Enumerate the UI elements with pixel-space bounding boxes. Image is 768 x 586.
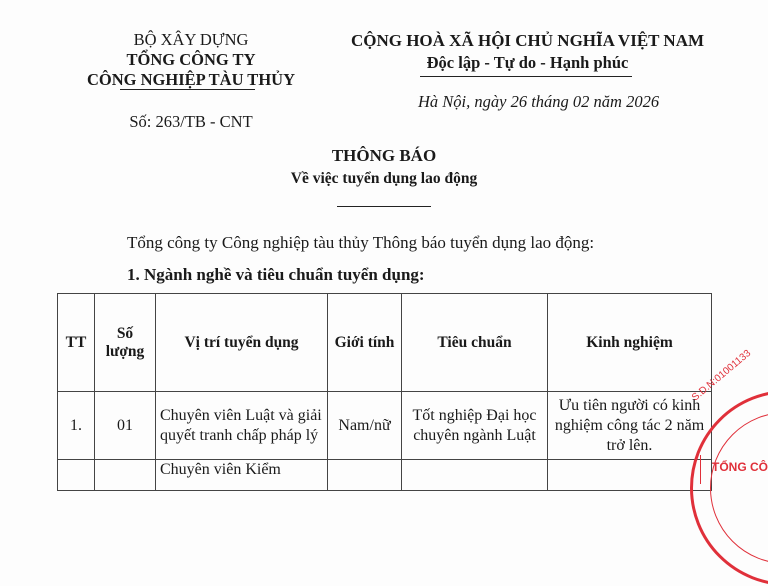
seal-inner-text: TỔNG CÔ [712, 460, 768, 474]
table-row [58, 392, 712, 460]
cell-standard [402, 460, 548, 491]
header-gender: Giới tính [328, 294, 402, 392]
seal-arc-text: S.D.N:01001133 [690, 347, 754, 404]
cell-gender: Nam/nữ [328, 392, 402, 460]
company-name-line1: TỔNG CÔNG TY [126, 50, 256, 69]
company-name-line2: CÔNG NGHIỆP TÀU THỦY [87, 70, 295, 89]
intro-paragraph: Tổng công ty Công nghiệp tàu thủy Thông báo tuyển dụng lao động: [127, 233, 595, 252]
cell-position: Chuyên viên Kiểm [156, 460, 328, 491]
cell-quantity [95, 460, 156, 491]
national-header [335, 30, 720, 74]
issue-date: Hà Nội, ngày 26 tháng 02 năm 2026 [418, 92, 660, 111]
motto-underline [420, 76, 632, 77]
recruitment-table [57, 293, 712, 491]
agency-header [60, 30, 322, 90]
cell-quantity: 01 [95, 392, 156, 460]
ministry-name: BỘ XÂY DỰNG [133, 30, 249, 49]
seal-divider [700, 455, 701, 484]
title-separator [337, 206, 431, 207]
document-title: THÔNG BÁO [331, 146, 437, 165]
cell-standard: Tốt nghiệp Đại học chuyên ngành Luật [402, 392, 548, 460]
header-quantity: Số lượng [95, 294, 156, 392]
cell-tt [58, 460, 95, 491]
table-header-row [58, 294, 712, 392]
agency-underline [120, 89, 255, 90]
cell-experience: Ưu tiên người có kinh nghiệm công tác 2 năm trở lên. [548, 392, 712, 460]
cell-position: Chuyên viên Luật và giải quyết tranh chấp pháp lý [156, 392, 328, 460]
nation-name: CỘNG HOÀ XÃ HỘI CHỦ NGHĨA VIỆT NAM [350, 31, 705, 50]
cell-tt: 1. [58, 392, 95, 460]
section-heading: 1. Ngành nghề và tiêu chuẩn tuyển dụng: [127, 265, 425, 284]
document-number: Số: 263/TB - CNT [129, 112, 253, 131]
table-row [58, 460, 712, 491]
document-subtitle: Về việc tuyển dụng lao động [290, 170, 478, 187]
header-position: Vị trí tuyển dụng [156, 294, 328, 392]
header-experience: Kinh nghiệm [548, 294, 712, 392]
cell-experience [548, 460, 712, 491]
cell-gender [328, 460, 402, 491]
header-standard: Tiêu chuẩn [402, 294, 548, 392]
national-motto: Độc lập - Tự do - Hạnh phúc [426, 53, 629, 72]
header-tt: TT [58, 294, 95, 392]
